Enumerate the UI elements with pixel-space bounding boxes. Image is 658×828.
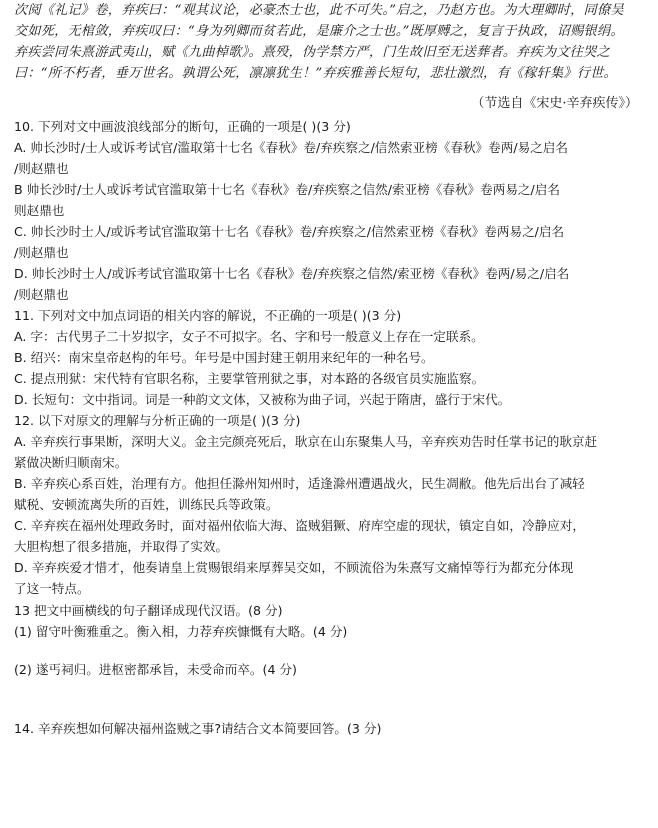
option-d: D. 辛弃疾爱才惜才，他奏请皇上赏赐银绢来厚葬吴交如，不顾流俗为朱熹写文痛悼等行为都充分体现 <box>14 560 574 575</box>
option-b: B. 绍兴：南宋皇帝赵构的年号。年号是中国封建王朝用来纪年的一种名号。 <box>14 350 434 365</box>
option-a-cont: /则赵鼎也 <box>14 161 69 176</box>
option-b: B. 辛弃疾心系百姓，治理有方。他担任滁州知州时，适逢滁州遭遇战火，民生凋敝。他先后出台了减轻 <box>14 476 585 491</box>
option-c: C. 提点刑狱：宋代特有官职名称，主要掌管刑狱之事，对本路的各级官员实施监察。 <box>14 371 485 386</box>
option-b: B 帅长沙时/士人或诉考试官滥取第十七名《春秋》卷/弃疾察之信然/索亚榜《春秋》卷两易之/启名 <box>14 182 560 197</box>
option-c-cont: 大胆构想了很多措施，并取得了实效。 <box>14 539 229 554</box>
option-c: C. 辛弃疾在福州处理政务时，面对福州依临大海、盗贼猖獗、府库空虚的现状，镇定自如，冷静应对， <box>14 518 585 533</box>
passage-line: 次阅《礼记》卷，弃疾曰：“观其议论，必豪杰士也，此不可失。”启之，乃赵方也。为大理卿时，同僚吴 <box>14 3 624 18</box>
option-d-cont: /则赵鼎也 <box>14 287 69 302</box>
option-d: D. 长短句：文中指词。词是一种韵文文体，又被称为曲子词，兴起于隋唐，盛行于宋代。 <box>14 392 511 407</box>
option-a: A. 帅长沙时/士人或诉考试官/滥取第十七名《春秋》卷/弃疾察之/信然索亚榜《春秋》卷两/易之启名 <box>14 140 568 155</box>
passage-line: 弃疾尝同朱熹游武夷山，赋《九曲棹歌》。熹殁，伪学禁方严，门生故旧至无送葬者。弃疾为文往哭之 <box>14 45 610 60</box>
question-11 <box>14 305 646 410</box>
subquestion-2: (2) 遂丐祠归。进枢密都承旨，未受命而卒。(4 分) <box>14 662 297 677</box>
question-10 <box>14 116 646 305</box>
question-13 <box>14 600 646 642</box>
subquestion-1: (1) 留守叶衡雅重之。衡入相，力荐弃疾慷慨有大略。(4 分) <box>14 624 348 639</box>
question-12 <box>14 410 646 599</box>
option-d-cont: 了这一特点。 <box>14 581 90 596</box>
question-stem: 13 把文中画横线的句子翻译成现代汉语。(8 分) <box>14 603 283 618</box>
option-d: D. 帅长沙时士人/或诉考试官滥取第十七名《春秋》卷/弃疾察之信然/索亚榜《春秋》卷两/易之/启名 <box>14 266 570 281</box>
option-a-cont: 紧做决断归顺南宋。 <box>14 455 128 470</box>
question-13-part-2 <box>14 659 646 680</box>
option-c: C. 帅长沙时士人/或诉考试官滥取第十七名《春秋》卷/弃疾察之/信然索亚榜《春秋》卷两易之/启名 <box>14 224 565 239</box>
question-stem: 12. 以下对原文的理解与分析正确的一项是( )(3 分) <box>14 413 301 428</box>
classical-passage-excerpt <box>14 0 646 84</box>
option-c-cont: /则赵鼎也 <box>14 245 69 260</box>
question-stem: 10. 下列对文中画波浪线部分的断句，正确的一项是( )(3 分) <box>14 119 351 134</box>
option-b-cont: 赋税、安顿流离失所的百姓，训练民兵等政策。 <box>14 497 279 512</box>
passage-line: 交如死，无棺敛，弃疾叹曰：“身为列卿而贫若此，是廉介之士也。”既厚赙之，复言于执政，诏赐银绢。 <box>14 24 624 39</box>
option-a: A. 辛弃疾行事果断，深明大义。金主完颜亮死后，耿京在山东聚集人马，辛弃疾劝告时任掌书记的耿京赶 <box>14 434 598 449</box>
question-14 <box>14 718 646 739</box>
question-stem: 11. 下列对文中加点词语的相关内容的解说，不正确的一项是( )(3 分) <box>14 308 402 323</box>
question-stem: 14. 辛弃疾想如何解决福州盗贼之事?请结合文本简要回答。(3 分) <box>14 721 382 736</box>
passage-line: 曰：“所不朽者，垂万世名。孰谓公死，凛凛犹生！”弃疾雅善长短句，悲壮激烈，有《稼轩集》行世。 <box>14 66 617 81</box>
option-b-cont: 则赵鼎也 <box>14 203 65 218</box>
passage-source: （节选自《宋史·辛弃疾传》） <box>471 96 638 111</box>
option-a: A. 字：古代男子二十岁拟字，女子不可拟字。名、字和号一般意义上存在一定联系。 <box>14 329 484 344</box>
